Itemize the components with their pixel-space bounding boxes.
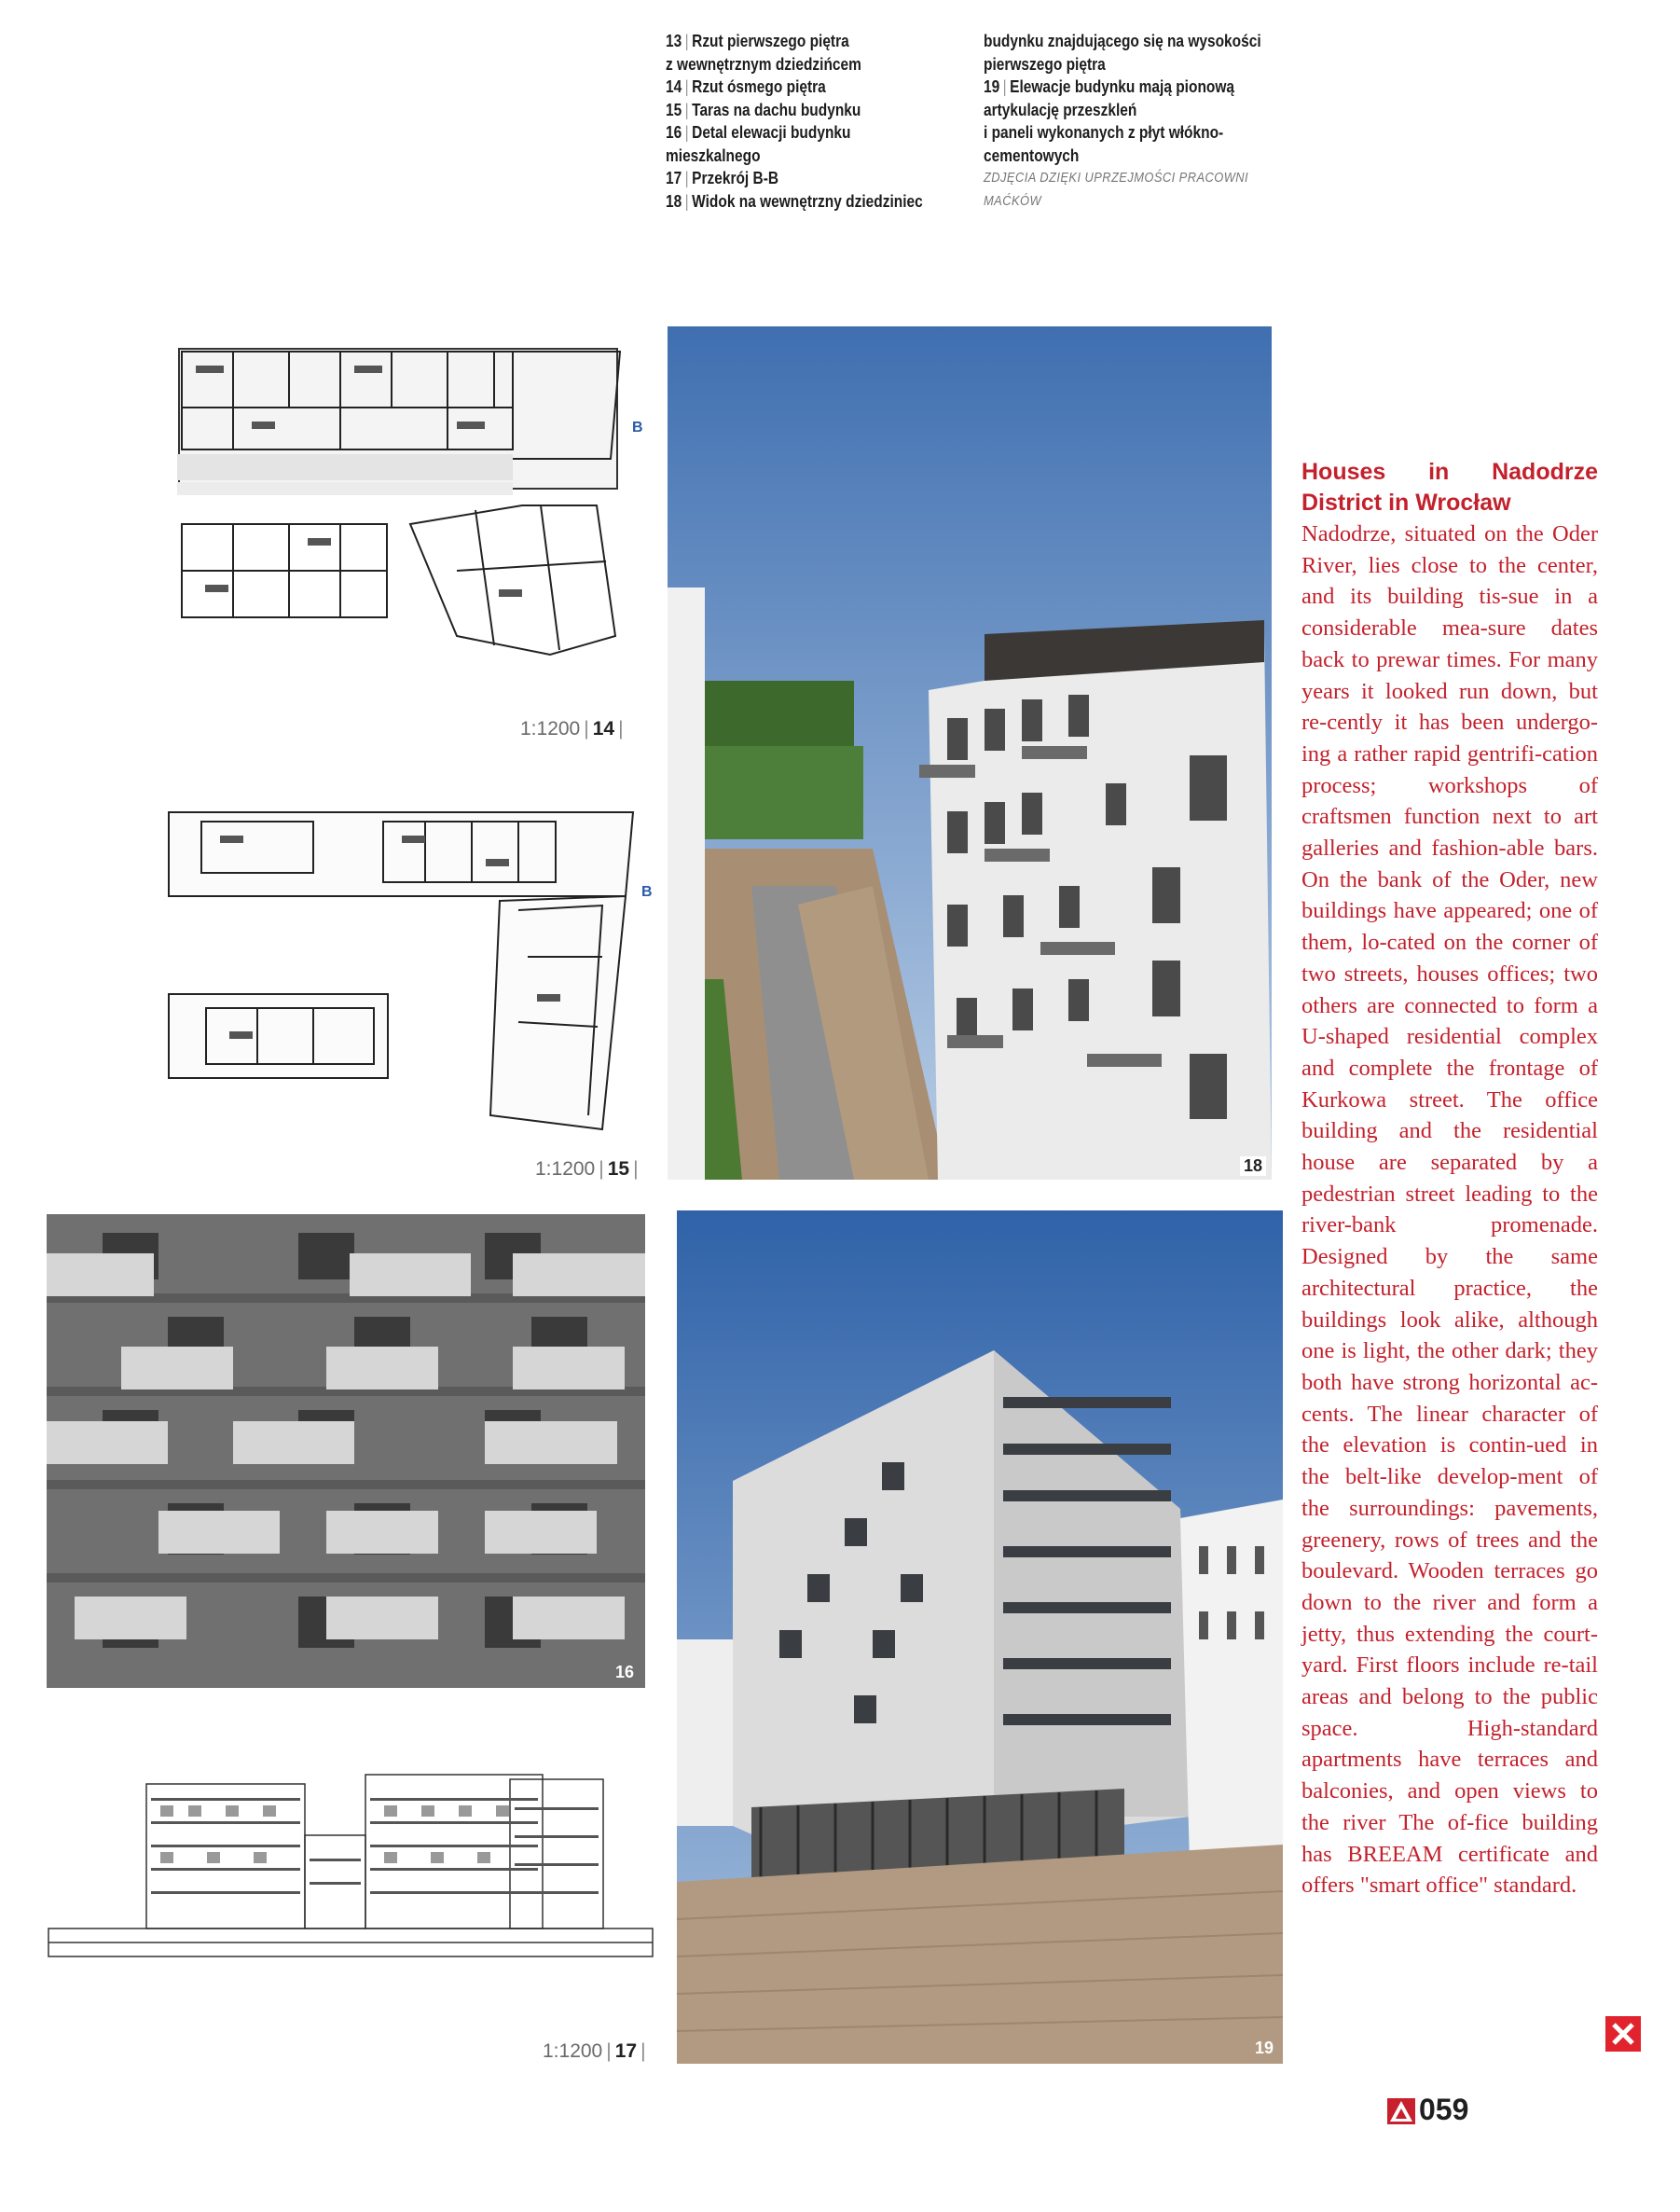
photo-credit: ZDJĘCIA DZIĘKI UPRZEJMOŚCI PRACOWNI — [984, 170, 1249, 186]
figure-number: 19 — [1254, 2039, 1274, 2057]
courtyard-photo-18 — [668, 326, 1272, 1180]
caption-line: cementowych — [984, 145, 1080, 165]
section-mark: B — [641, 884, 653, 900]
floor-plan-14 — [177, 338, 643, 683]
section-mark: B — [632, 420, 643, 435]
photo-credit: MAĆKÓW — [984, 192, 1042, 209]
article-body: Nadodrze, situated on the Oder River, lies close to the center, and its building tis-sue in a considerable mea-sure dates back to prewar times. For many years it looked run down, but re-cently it has been undergo-ing a rather rapid gentrifi-cation process; workshops of craftsmen function next to art galleries and fashion-able bars. On the bank of the Oder, new buildings have appeared; one of them, lo-cated on the corner of two streets, houses offices; two others are connected to form a U-shaped residential complex and complete the frontage of Kurkowa street. The office building and the residential house are separated by a pedestrian street leading to the river-bank promenade. Designed by the same architectural practice, the buildings look alike, although one is light, the other dark; they both have strong horizontal ac-cents. The linear character of the elevation is contin-ued in the belt-like develop-ment of the surroundings: pavements, greenery, rows of trees and the boulevard. Wooden terraces go down to the river and form a jetty, thus extending the court-yard. First floors include re-tail areas and belong to the public space. High-standard apartments have terraces and balconies, and open views to the river The of-fice building has BREEAM certificate and offers "smart office" standard. — [1301, 521, 1598, 1899]
scale-label-15: 1:1200 | 15 | — [535, 1158, 639, 1180]
caption-line: 13 | Rzut pierwszego piętra — [666, 32, 849, 50]
captions-col2 — [984, 30, 1261, 213]
figure-number: 16 — [614, 1663, 634, 1681]
floor-plan-15 — [164, 808, 653, 1134]
caption-line: 15 | Taras na dachu budynku — [666, 100, 861, 119]
caption-line: 18 | Widok na wewnętrzny dziedziniec — [666, 191, 923, 211]
article-title: Houses in Nadodrze District in Wrocław — [1301, 459, 1598, 516]
article — [1301, 457, 1598, 1901]
scale-label-14: 1:1200 | 14 | — [520, 718, 624, 740]
magazine-logo-icon — [1387, 2098, 1415, 2124]
caption-line: i paneli wykonanych z płyt włókno- — [984, 123, 1224, 142]
building-photo-19 — [677, 1210, 1283, 2064]
captions-col1 — [666, 30, 923, 213]
caption-line: pierwszego piętra — [984, 54, 1106, 74]
caption-line: 14 | Rzut ósmego piętra — [666, 77, 826, 96]
caption-line: 19 | Elewacje budynku mają pionową — [984, 77, 1235, 96]
caption-line: z wewnętrznym dziedzińcem — [666, 54, 861, 74]
caption-line: artykulację przeszkleń — [984, 100, 1137, 119]
page-number: 059 — [1419, 2093, 1469, 2126]
scale-label-17: 1:1200 | 17 | — [543, 2040, 646, 2062]
facade-detail-photo-16 — [47, 1214, 645, 1688]
section-drawing-17 — [48, 1770, 654, 1968]
figure-number: 18 — [1240, 1156, 1266, 1176]
caption-line: 16 | Detal elewacji budynku — [666, 123, 851, 142]
caption-line: 17 | Przekrój B-B — [666, 169, 779, 187]
caption-line: budynku znajdującego się na wysokości — [984, 32, 1261, 50]
close-icon — [1605, 2016, 1641, 2052]
caption-line: mieszkalnego — [666, 145, 761, 165]
